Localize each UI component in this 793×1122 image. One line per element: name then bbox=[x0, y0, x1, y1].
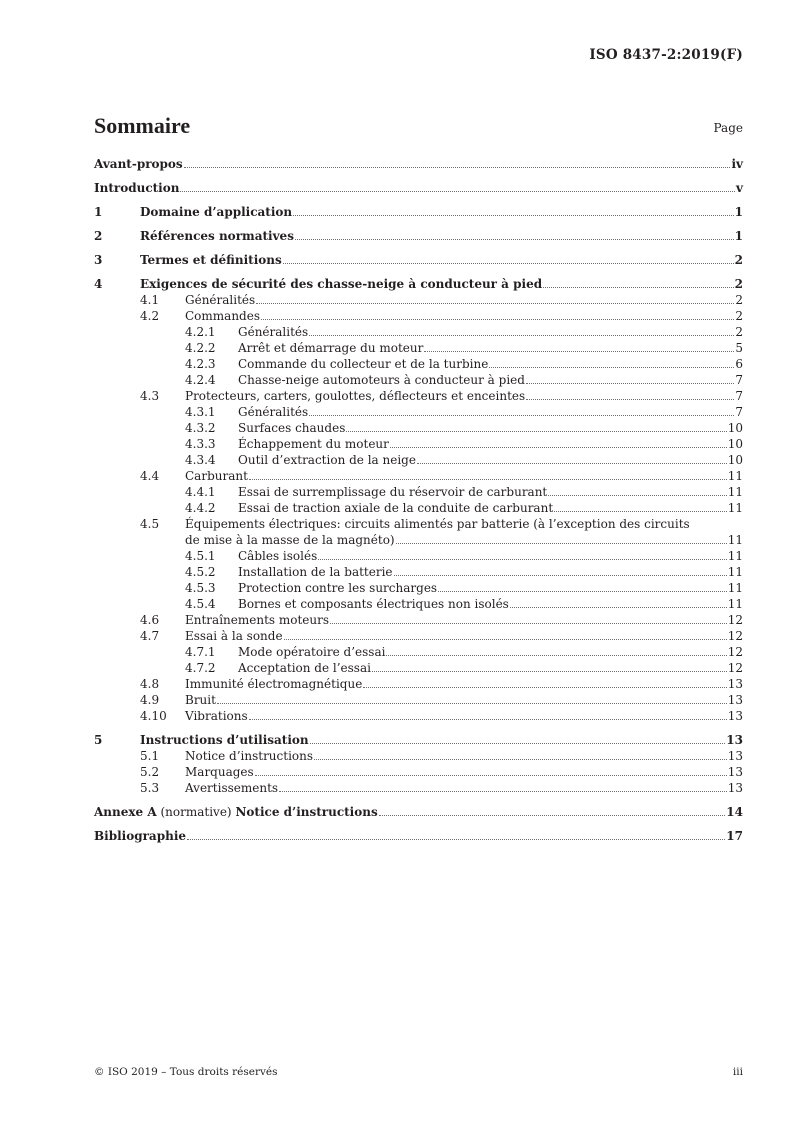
dot-leader bbox=[283, 252, 734, 264]
toc-entry-title: Acceptation de l’essai bbox=[238, 661, 371, 675]
toc-entry-annex-type: (normative) bbox=[156, 805, 236, 819]
toc-entry-title: Notice d’instructions bbox=[185, 749, 314, 763]
toc-entry-title: Essai de surremplissage du réservoir de carburant bbox=[238, 485, 548, 499]
toc-entry[interactable] bbox=[94, 404, 743, 420]
toc-entry[interactable] bbox=[94, 436, 743, 452]
toc-entry[interactable] bbox=[94, 660, 743, 676]
toc-entry-title: Domaine d’application bbox=[140, 205, 293, 219]
page-title: Sommaire bbox=[94, 113, 191, 138]
dot-leader bbox=[261, 308, 734, 320]
dot-leader bbox=[417, 452, 727, 464]
toc-entry-page: 17 bbox=[726, 829, 743, 843]
dot-leader bbox=[284, 628, 727, 640]
dot-leader bbox=[379, 804, 726, 816]
toc-entry-page: 2 bbox=[735, 325, 743, 339]
dot-leader bbox=[526, 388, 734, 400]
toc-entry-title: Installation de la batterie bbox=[238, 565, 393, 579]
toc-entry-number: 4.5.2 bbox=[185, 565, 216, 579]
toc-entry-number: 5 bbox=[94, 733, 103, 747]
toc-entry-page: 5 bbox=[735, 341, 743, 355]
toc-entry-page: 2 bbox=[734, 277, 743, 291]
toc-entry-number: 2 bbox=[94, 229, 103, 243]
toc-entry-title: Entraînements moteurs bbox=[185, 613, 330, 627]
toc-entry-page: 12 bbox=[727, 661, 743, 675]
toc-entry-title: Annexe A bbox=[94, 805, 157, 819]
toc-entry-title: Surfaces chaudes bbox=[238, 421, 346, 435]
toc-entry-number: 4.5.3 bbox=[185, 581, 216, 595]
dot-leader bbox=[394, 564, 727, 576]
toc-entry-title: Termes et définitions bbox=[140, 253, 282, 267]
toc-entry-page: iv bbox=[731, 157, 743, 171]
toc-entry-title: Échappement du moteur bbox=[238, 437, 389, 451]
toc-entry-page: 13 bbox=[727, 709, 743, 723]
toc-entry-number: 4.5.1 bbox=[185, 549, 216, 563]
toc-entry[interactable] bbox=[94, 252, 743, 268]
toc-entry-number: 4.3.4 bbox=[185, 453, 216, 467]
toc-entry[interactable] bbox=[94, 340, 743, 356]
toc-entry[interactable] bbox=[94, 276, 743, 292]
dot-leader bbox=[249, 708, 727, 720]
toc-entry-number: 4.2.1 bbox=[185, 325, 216, 339]
dot-leader bbox=[510, 596, 727, 608]
dot-leader bbox=[318, 548, 726, 560]
dot-leader bbox=[390, 436, 727, 448]
toc-entry-title: Chasse-neige automoteurs à conducteur à pied bbox=[238, 373, 525, 387]
toc-entry-number: 4.9 bbox=[140, 693, 160, 707]
toc-entry-number: 4.2 bbox=[140, 309, 160, 323]
toc-entry[interactable] bbox=[94, 804, 743, 820]
toc-entry-number: 1 bbox=[94, 205, 103, 219]
toc-entry[interactable] bbox=[94, 612, 743, 628]
toc-entry-page: 6 bbox=[735, 357, 743, 371]
toc-entry-title: Commandes bbox=[185, 309, 260, 323]
toc-entry-number: 4.1 bbox=[140, 293, 160, 307]
toc-entry-page: 11 bbox=[727, 597, 743, 611]
dot-leader bbox=[255, 764, 727, 776]
document-id: ISO 8437-2:2019(F) bbox=[589, 47, 743, 63]
toc-entry-title: Généralités bbox=[185, 293, 256, 307]
dot-leader bbox=[314, 748, 727, 760]
toc-entry[interactable] bbox=[94, 468, 743, 484]
toc-entry-page: 13 bbox=[727, 677, 743, 691]
toc-entry-title: Protection contre les surcharges bbox=[238, 581, 438, 595]
toc-entry-page: 13 bbox=[727, 765, 743, 779]
toc-entry-title: Équipements électriques: circuits alimentés par batterie (à l’exception des circuits bbox=[185, 517, 690, 531]
toc-entry-number: 4.5.4 bbox=[185, 597, 216, 611]
toc-entry-page: 2 bbox=[735, 293, 743, 307]
dot-leader bbox=[187, 828, 725, 840]
toc-entry-page: 13 bbox=[726, 733, 743, 747]
toc-entry[interactable] bbox=[94, 676, 743, 692]
toc-entry[interactable] bbox=[94, 228, 743, 244]
dot-leader bbox=[279, 780, 727, 792]
dot-leader bbox=[543, 276, 734, 288]
dot-leader bbox=[489, 356, 734, 368]
toc-entry-page: 11 bbox=[727, 581, 743, 595]
toc-entry[interactable] bbox=[94, 180, 743, 196]
dot-leader bbox=[554, 500, 727, 512]
toc-entry-number: 5.3 bbox=[140, 781, 160, 795]
copyright-notice: © ISO 2019 – Tous droits réservés bbox=[94, 1066, 278, 1078]
toc-entry-number: 4.4.1 bbox=[185, 485, 216, 499]
toc-entry-page: 2 bbox=[735, 309, 743, 323]
toc-entry[interactable] bbox=[94, 500, 743, 516]
dot-leader bbox=[293, 204, 734, 216]
toc-entry[interactable] bbox=[94, 156, 743, 172]
toc-entry[interactable] bbox=[94, 420, 743, 436]
toc-entry-page: 11 bbox=[727, 469, 743, 483]
toc-entry-page: 10 bbox=[727, 421, 743, 435]
toc-entry[interactable] bbox=[94, 532, 743, 548]
toc-entry-number: 4.3.2 bbox=[185, 421, 216, 435]
dot-leader bbox=[438, 580, 727, 592]
toc-entry[interactable] bbox=[94, 516, 743, 532]
toc-entry[interactable] bbox=[94, 596, 743, 612]
dot-leader bbox=[309, 324, 734, 336]
dot-leader bbox=[372, 660, 727, 672]
toc-entry-number: 5.2 bbox=[140, 765, 160, 779]
toc-entry-page: 12 bbox=[727, 645, 743, 659]
toc-entry[interactable] bbox=[94, 388, 743, 404]
toc-entry[interactable] bbox=[94, 732, 743, 748]
toc-entry-number: 4.2.4 bbox=[185, 373, 216, 387]
toc-entry-page: 10 bbox=[727, 437, 743, 451]
dot-leader bbox=[548, 484, 726, 496]
toc-entry-number: 4.7 bbox=[140, 629, 160, 643]
toc-entry-title: Références normatives bbox=[140, 229, 294, 243]
toc-entry-page: 11 bbox=[727, 549, 743, 563]
dot-leader bbox=[295, 228, 734, 240]
toc-entry-number: 4.3 bbox=[140, 389, 160, 403]
toc-entry[interactable] bbox=[94, 564, 743, 580]
toc-entry-number: 4.4.2 bbox=[185, 501, 216, 515]
toc-entry-title: Arrêt et démarrage du moteur bbox=[238, 341, 424, 355]
toc-entry-page: 7 bbox=[735, 405, 743, 419]
toc-entry[interactable] bbox=[94, 748, 743, 764]
toc-entry[interactable] bbox=[94, 764, 743, 780]
dot-leader bbox=[363, 676, 726, 688]
toc-entry[interactable] bbox=[94, 708, 743, 724]
toc-entry-number: 4 bbox=[94, 277, 103, 291]
toc-entry-number: 4.10 bbox=[140, 709, 167, 723]
dot-leader bbox=[346, 420, 726, 432]
toc-entry-title: Généralités bbox=[238, 325, 309, 339]
dot-leader bbox=[424, 340, 734, 352]
toc-entry[interactable] bbox=[94, 452, 743, 468]
toc-entry-page: 12 bbox=[727, 629, 743, 643]
toc-entry-page: 7 bbox=[735, 373, 743, 387]
dot-leader bbox=[330, 612, 727, 624]
toc-entry-number: 4.4 bbox=[140, 469, 160, 483]
toc-entry-title: Exigences de sécurité des chasse-neige à conducteur à pied bbox=[140, 277, 543, 291]
page-column-label: Page bbox=[713, 121, 743, 135]
toc-entry-page: 13 bbox=[727, 781, 743, 795]
toc-heading-row bbox=[94, 113, 743, 143]
table-of-contents bbox=[94, 156, 743, 844]
dot-leader bbox=[217, 692, 727, 704]
toc-entry-page: 13 bbox=[727, 693, 743, 707]
toc-entry[interactable] bbox=[94, 356, 743, 372]
toc-entry[interactable] bbox=[94, 828, 743, 844]
toc-entry[interactable] bbox=[94, 204, 743, 220]
toc-entry-number: 5.1 bbox=[140, 749, 160, 763]
dot-leader bbox=[180, 180, 735, 192]
toc-entry[interactable] bbox=[94, 324, 743, 340]
page-footer bbox=[94, 1066, 743, 1078]
toc-entry-number: 4.6 bbox=[140, 613, 160, 627]
toc-entry-title: Mode opératoire d’essai bbox=[238, 645, 386, 659]
toc-entry[interactable] bbox=[94, 580, 743, 596]
toc-entry-page: 13 bbox=[727, 749, 743, 763]
toc-entry-title: Immunité électromagnétique bbox=[185, 677, 363, 691]
toc-entry-page: 11 bbox=[727, 533, 743, 547]
toc-entry-title: Commande du collecteur et de la turbine bbox=[238, 357, 489, 371]
toc-entry[interactable] bbox=[94, 372, 743, 388]
toc-entry-annex-title: Notice d’instructions bbox=[235, 805, 378, 819]
dot-leader bbox=[256, 292, 734, 304]
toc-entry-title: Marquages bbox=[185, 765, 254, 779]
toc-entry-title: de mise à la masse de la magnéto) bbox=[185, 533, 395, 547]
dot-leader bbox=[386, 644, 726, 656]
toc-entry-title: Câbles isolés bbox=[238, 549, 318, 563]
toc-entry-title: Bornes et composants électriques non isolés bbox=[238, 597, 509, 611]
toc-entry-number: 4.7.2 bbox=[185, 661, 216, 675]
toc-entry-title: Bibliographie bbox=[94, 829, 187, 843]
toc-entry-title: Protecteurs, carters, goulottes, déflecteurs et enceintes bbox=[185, 389, 526, 403]
toc-entry-title: Carburant bbox=[185, 469, 248, 483]
toc-entry[interactable] bbox=[94, 692, 743, 708]
toc-entry-title: Introduction bbox=[94, 181, 180, 195]
toc-entry[interactable] bbox=[94, 644, 743, 660]
toc-entry-page: 11 bbox=[727, 565, 743, 579]
toc-entry-page: 12 bbox=[727, 613, 743, 627]
toc-entry-title: Essai à la sonde bbox=[185, 629, 283, 643]
toc-entry-number: 4.3.1 bbox=[185, 405, 216, 419]
toc-entry-title: Généralités bbox=[238, 405, 309, 419]
toc-entry[interactable] bbox=[94, 780, 743, 796]
toc-entry-title: Vibrations bbox=[185, 709, 248, 723]
toc-entry-title: Avant-propos bbox=[94, 157, 183, 171]
toc-entry-page: 1 bbox=[734, 229, 743, 243]
toc-entry[interactable] bbox=[94, 628, 743, 644]
dot-leader bbox=[249, 468, 727, 480]
dot-leader bbox=[396, 532, 727, 544]
dot-leader bbox=[310, 732, 726, 744]
dot-leader bbox=[184, 156, 731, 168]
page-number: iii bbox=[732, 1066, 743, 1078]
toc-entry-page: 2 bbox=[734, 253, 743, 267]
toc-entry-page: 11 bbox=[727, 485, 743, 499]
toc-entry-title: Instructions d’utilisation bbox=[140, 733, 309, 747]
toc-entry-number: 4.8 bbox=[140, 677, 160, 691]
toc-entry-title: Avertissements bbox=[185, 781, 279, 795]
toc-entry-number: 4.7.1 bbox=[185, 645, 216, 659]
toc-entry[interactable] bbox=[94, 548, 743, 564]
toc-entry-page: 11 bbox=[727, 501, 743, 515]
toc-entry-number: 4.5 bbox=[140, 517, 160, 531]
toc-entry-page: 10 bbox=[727, 453, 743, 467]
toc-entry-title: Outil d’extraction de la neige bbox=[238, 453, 416, 467]
dot-leader bbox=[526, 372, 734, 384]
toc-entry-number: 4.2.3 bbox=[185, 357, 216, 371]
toc-entry-number: 4.3.3 bbox=[185, 437, 216, 451]
toc-entry-page: v bbox=[736, 181, 743, 195]
toc-entry[interactable] bbox=[94, 484, 743, 500]
toc-entry-number: 3 bbox=[94, 253, 103, 267]
toc-entry-page: 1 bbox=[734, 205, 743, 219]
toc-entry-title: Bruit bbox=[185, 693, 216, 707]
dot-leader bbox=[309, 404, 734, 416]
toc-entry-number: 4.2.2 bbox=[185, 341, 216, 355]
toc-entry[interactable] bbox=[94, 308, 743, 324]
toc-entry-page: 14 bbox=[726, 805, 743, 819]
toc-entry-title: Essai de traction axiale de la conduite de carburant bbox=[238, 501, 554, 515]
toc-entry-page: 7 bbox=[735, 389, 743, 403]
toc-entry[interactable] bbox=[94, 292, 743, 308]
